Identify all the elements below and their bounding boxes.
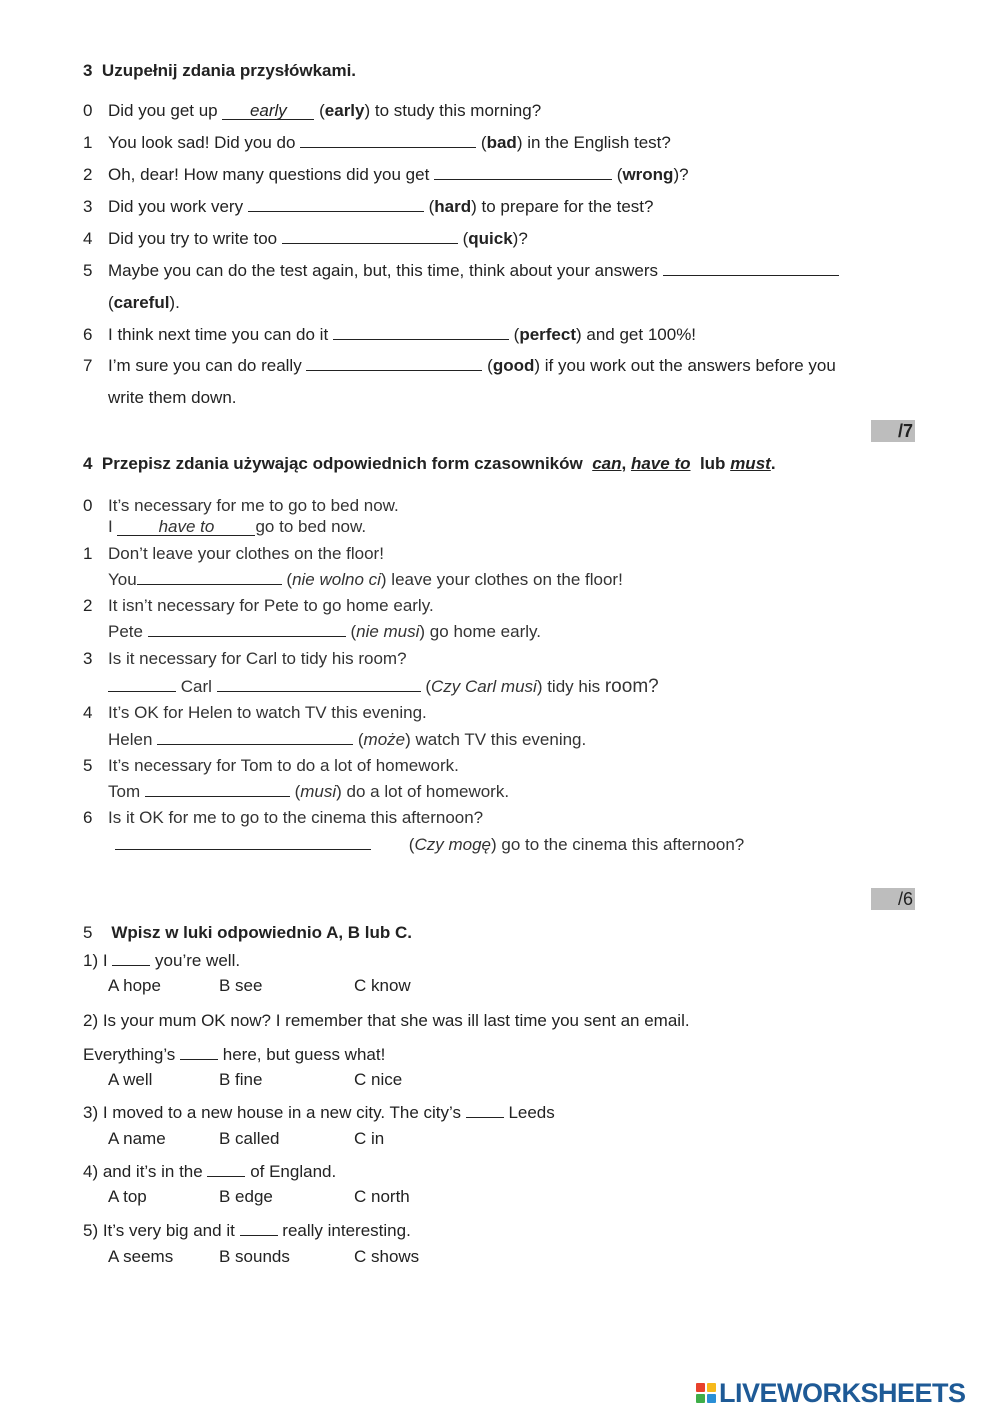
section3-title: Uzupełnij zdania przysłówkami.: [101, 61, 357, 80]
s3-item: [108, 356, 836, 376]
s3-item-post: )?: [673, 165, 689, 184]
s3-keyword: quick: [468, 229, 513, 248]
s4-rewrite-line: (Czy mogę) go to the cinema this afternoon?: [115, 835, 744, 855]
s3-keyword: early: [324, 101, 365, 120]
s4-item-number: 0: [83, 496, 93, 515]
s3-answer-blank[interactable]: [300, 133, 476, 148]
logo-text: LIVEWORKSHEETS: [719, 1377, 966, 1408]
s3-example-answer: early: [222, 103, 314, 120]
s3-keyword: careful: [113, 293, 170, 312]
s5-question-pre: 3) I moved to a new house in a new city. The city’s: [83, 1103, 461, 1122]
s3-item-number: 2: [83, 165, 93, 184]
s4-source-sentence: Is it OK for me to go to the cinema this afternoon?: [108, 808, 484, 827]
s4-answer-blank[interactable]: [157, 730, 353, 745]
s3-item-post: ).: [169, 293, 180, 312]
section3-score: /7: [871, 420, 915, 442]
s3-keyword: hard: [434, 197, 472, 216]
s4-answer-blank[interactable]: [108, 677, 176, 692]
s4-rest: ) tidy his: [536, 677, 601, 696]
s4-hint: Czy mogę: [414, 835, 491, 854]
s3-item-number: 5: [83, 261, 93, 280]
s5-answer-blank[interactable]: [466, 1103, 504, 1118]
s4-item-number: 2: [83, 596, 93, 615]
s4-hint: nie wolno ci: [292, 570, 381, 589]
s4-rewrite-line: Pete (nie musi) go home early.: [108, 622, 541, 641]
s4-rewrite-line: Carl (Czy Carl musi) tidy his room?: [108, 676, 659, 698]
s5-question-post: of England.: [250, 1162, 337, 1181]
s3-item-text: Did you work very: [108, 197, 244, 216]
s4-item-number: 3: [83, 649, 93, 668]
s4-example-answer: have to: [117, 519, 255, 536]
s3-paren: (: [480, 133, 487, 152]
s3-answer-blank[interactable]: [282, 229, 458, 244]
s3-item-post: ) in the English test?: [516, 133, 671, 152]
s4-item-number: 6: [83, 808, 93, 827]
s3-paren: (: [319, 101, 325, 120]
s3-item: [108, 101, 541, 121]
s3-keyword: good: [492, 356, 535, 375]
s4-rest: ) go home early.: [419, 622, 541, 641]
s4-answer-blank[interactable]: [115, 835, 371, 850]
s4-subject: Pete: [108, 622, 143, 641]
s4-rewrite-line: You (nie wolno ci) leave your clothes on the floor!: [108, 570, 623, 589]
s5-option[interactable]: C shows: [354, 1247, 420, 1266]
s5-option[interactable]: B called: [219, 1129, 280, 1148]
s4-rest: ) watch TV this evening.: [405, 730, 587, 749]
s3-paren: (: [513, 325, 520, 344]
s4-source-sentence: It’s necessary for Tom to do a lot of homework.: [108, 756, 459, 775]
s5-option[interactable]: C in: [354, 1129, 385, 1148]
s3-answer-blank[interactable]: [434, 165, 612, 180]
s3-answer-blank[interactable]: [663, 261, 839, 276]
s5-answer-blank[interactable]: [207, 1162, 245, 1177]
s4-source-sentence: Don’t leave your clothes on the floor!: [108, 544, 384, 563]
section4-title: Przepisz zdania używając odpowiednich form czasowników: [101, 454, 583, 473]
section5-number: 5: [83, 923, 93, 942]
s4-source-sentence: It’s OK for Helen to watch TV this evening.: [108, 703, 427, 722]
s4-rewrite-line: [108, 517, 366, 537]
s4-hint: musi: [300, 782, 337, 801]
s4-subject: You: [108, 570, 137, 589]
s4-rest: ) leave your clothes on the floor!: [380, 570, 623, 589]
s3-answer-blank[interactable]: [333, 325, 509, 340]
s3-item-post: ) to prepare for the test?: [471, 197, 654, 216]
s5-answer-blank[interactable]: [180, 1045, 218, 1060]
s4-answer-blank[interactable]: [148, 622, 346, 637]
s4-answer-blank[interactable]: [137, 570, 282, 585]
s4-hint: może: [363, 730, 406, 749]
s4-rest: ) go to the cinema this afternoon?: [490, 835, 745, 854]
s3-item-number: 7: [83, 356, 93, 375]
s5-question-post: really interesting.: [282, 1221, 411, 1240]
s3-item-text: Maybe you can do the test again, but, this time, think about your answers: [108, 261, 658, 280]
s5-option[interactable]: B see: [219, 976, 263, 995]
s3-item-post: ) if you work out the answers before you: [534, 356, 836, 375]
s5-option[interactable]: A name: [108, 1129, 166, 1148]
s3-item-number: 6: [83, 325, 93, 344]
verb-can: can: [592, 454, 622, 473]
s5-question-pre: 4) and it’s in the: [83, 1162, 203, 1181]
s3-keyword: wrong: [622, 165, 674, 184]
s3-item-text: Did you get up: [108, 101, 218, 120]
s4-subject: I: [108, 517, 113, 536]
section4-period: .: [770, 454, 776, 473]
s5-answer-blank[interactable]: [112, 951, 150, 966]
s5-question: [83, 951, 240, 971]
s3-item-number: 0: [83, 101, 93, 120]
s3-item: [108, 197, 653, 217]
s5-question-pre: 5) It’s very big and it: [83, 1221, 235, 1240]
s4-subject: Tom: [108, 782, 141, 801]
s4-subject: Helen: [108, 730, 153, 749]
section4-score: /6: [871, 888, 915, 910]
s4-answer-blank[interactable]: [145, 782, 290, 797]
liveworksheets-icon: [696, 1383, 716, 1403]
s4-hint: nie musi: [356, 622, 420, 641]
section3-number: 3: [83, 61, 93, 80]
s3-item-cont: write them down.: [108, 388, 237, 407]
section4-or: lub: [699, 454, 726, 473]
s3-item-post: )?: [512, 229, 528, 248]
s3-item: [108, 229, 528, 249]
s3-answer-blank[interactable]: [306, 356, 482, 371]
section4-heading: [83, 454, 776, 474]
s3-paren: (: [616, 165, 623, 184]
s3-item-number: 1: [83, 133, 93, 152]
s3-paren: (: [108, 293, 114, 312]
s3-item-text: I’m sure you can do really: [108, 356, 302, 375]
s3-paren: (: [428, 197, 435, 216]
s5-question-post: Leeds: [508, 1103, 555, 1122]
s5-option[interactable]: B edge: [219, 1187, 273, 1206]
s4-rewrite-line: Helen (może) watch TV this evening.: [108, 730, 587, 749]
s3-item: [108, 261, 839, 281]
s5-question: [83, 1103, 555, 1123]
s5-option[interactable]: C nice: [354, 1070, 403, 1089]
s5-option[interactable]: C north: [354, 1187, 410, 1206]
s5-option[interactable]: A seems: [108, 1247, 174, 1266]
s4-subject: Carl: [180, 677, 212, 696]
s4-rest-tail: room?: [604, 676, 659, 697]
s5-answer-blank[interactable]: [240, 1221, 278, 1236]
s4-item-number: 1: [83, 544, 93, 563]
s3-paren: (: [462, 229, 469, 248]
s3-item: [108, 133, 671, 153]
s5-question-pre: Everything’s: [83, 1045, 176, 1064]
s4-item-number: 4: [83, 703, 93, 722]
s3-item-post: ) to study this morning?: [364, 101, 542, 120]
s5-option[interactable]: A hope: [108, 976, 161, 995]
s3-item-text: Oh, dear! How many questions did you get: [108, 165, 430, 184]
liveworksheets-logo: [696, 1378, 966, 1408]
s4-rest: ) do a lot of homework.: [336, 782, 510, 801]
section4-comma: ,: [621, 454, 627, 473]
s3-item-post: ) and get 100%!: [576, 325, 697, 344]
s3-answer-blank[interactable]: [248, 197, 424, 212]
s5-question: [83, 1221, 411, 1241]
s5-intro: 2) Is your mum OK now? I remember that she was ill last time you sent an email.: [83, 1011, 690, 1030]
s4-rest: go to bed now.: [255, 517, 367, 536]
s4-rewrite-line: Tom (musi) do a lot of homework.: [108, 782, 510, 801]
section4-number: 4: [83, 454, 93, 473]
s5-question-pre: 1) I: [83, 951, 108, 970]
s4-answer-blank[interactable]: [217, 677, 421, 692]
section3-heading: [83, 61, 356, 81]
s3-item-text: I think next time you can do it: [108, 325, 329, 344]
s3-item-number: 3: [83, 197, 93, 216]
s3-paren: (: [487, 356, 493, 375]
s5-question-post: here, but guess what!: [222, 1045, 386, 1064]
s5-question: [83, 1162, 336, 1182]
s4-source-sentence: It’s necessary for me to go to bed now.: [108, 496, 399, 515]
s5-option[interactable]: A top: [108, 1187, 147, 1206]
s5-option[interactable]: B sounds: [219, 1247, 290, 1266]
s5-option[interactable]: C know: [354, 976, 411, 995]
s4-source-sentence: Is it necessary for Carl to tidy his room?: [108, 649, 407, 668]
s3-keyword: bad: [486, 133, 517, 152]
s3-item-text: Did you try to write too: [108, 229, 278, 248]
section5-heading: [83, 923, 412, 943]
s5-question-post: you’re well.: [155, 951, 241, 970]
s3-item-number: 4: [83, 229, 93, 248]
s3-item-text: You look sad! Did you do: [108, 133, 296, 152]
s3-item-cont: [108, 293, 180, 313]
s3-item: [108, 325, 696, 345]
s4-item-number: 5: [83, 756, 93, 775]
s5-question: [83, 1045, 385, 1065]
verb-must: must: [730, 454, 771, 473]
section5-title: Wpisz w luki odpowiednio A, B lub C.: [111, 923, 413, 942]
s5-option[interactable]: B fine: [219, 1070, 263, 1089]
verb-have-to: have to: [630, 454, 691, 473]
s3-item: [108, 165, 689, 185]
s4-source-sentence: It isn’t necessary for Pete to go home early.: [108, 596, 434, 615]
s3-keyword: perfect: [519, 325, 576, 344]
s4-hint: Czy Carl musi: [431, 677, 537, 696]
s5-option[interactable]: A well: [108, 1070, 153, 1089]
